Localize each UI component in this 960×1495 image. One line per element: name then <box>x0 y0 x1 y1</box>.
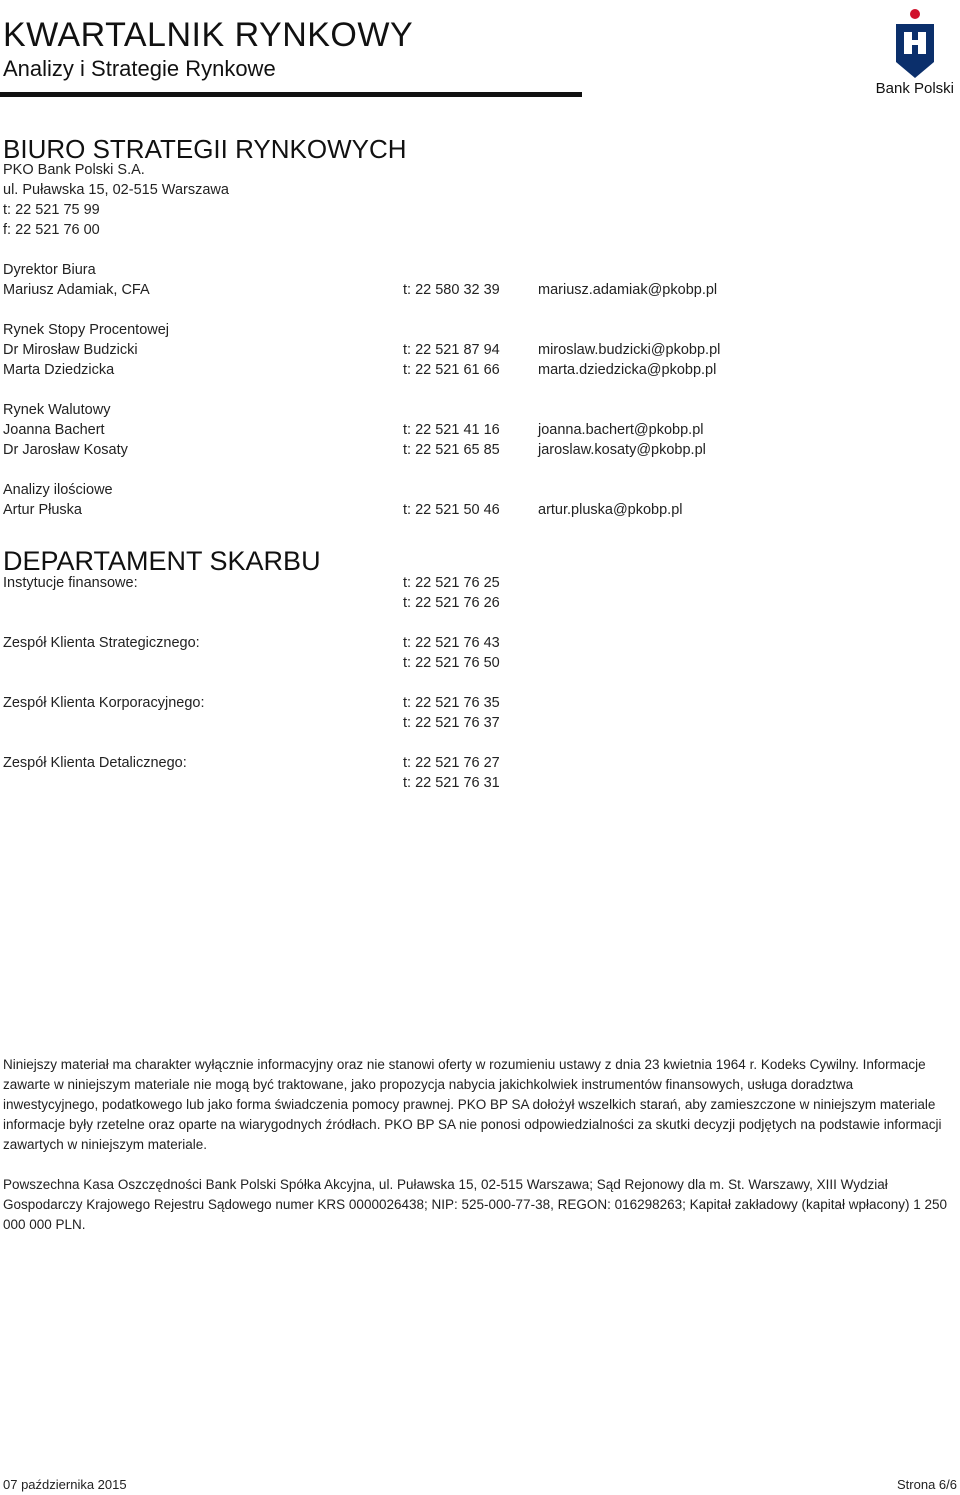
person-email[interactable]: jaroslaw.kosaty@pkobp.pl <box>538 442 706 458</box>
footer-page-number: Strona 6/6 <box>897 1477 957 1492</box>
address-line: ul. Puławska 15, 02-515 Warszawa <box>3 182 229 198</box>
team-phone: t: 22 521 76 27 <box>403 755 500 771</box>
team-phone: t: 22 521 76 50 <box>403 655 500 671</box>
section-title: Rynek Stopy Procentowej <box>3 322 170 338</box>
team-name: Zespół Klienta Detalicznego: <box>3 755 187 771</box>
team-name: Instytucje finansowe: <box>3 575 138 591</box>
person-phone: t: 22 521 61 66 <box>403 362 500 378</box>
section-title: Dyrektor Biura <box>3 262 96 278</box>
team-phone: t: 22 521 76 26 <box>403 595 500 611</box>
address-line: PKO Bank Polski S.A. <box>3 162 145 178</box>
team-name: Zespół Klienta Strategicznego: <box>3 635 200 651</box>
person-name: Dr Jarosław Kosaty <box>3 442 128 458</box>
person-phone: t: 22 521 50 46 <box>403 502 500 518</box>
person-name: Artur Płuska <box>3 502 82 518</box>
pko-logo-icon <box>874 4 954 84</box>
team-phone: t: 22 521 76 35 <box>403 695 500 711</box>
person-name: Joanna Bachert <box>3 422 105 438</box>
person-phone: t: 22 521 65 85 <box>403 442 500 458</box>
person-name: Mariusz Adamiak, CFA <box>3 282 150 298</box>
person-phone: t: 22 580 32 39 <box>403 282 500 298</box>
footer-date: 07 października 2015 <box>3 1477 127 1492</box>
section-title: Analizy ilościowe <box>3 482 113 498</box>
person-phone: t: 22 521 41 16 <box>403 422 500 438</box>
legal-info-paragraph: Powszechna Kasa Oszczędności Bank Polski Spółka Akcyjna, ul. Puławska 15, 02-515 Warszawa; Sąd Rejonowy dla m. St. Warszawy, XIII Wydział Gospodarczy Krajowego Rejestru Sądowego numer KRS 0000026438; NIP: 525-000-77-38, REGON: 016298263; Kapitał zakładowy (kapitał wpłacony) 1 250 000 000 PLN. <box>3 1177 948 1232</box>
person-email[interactable]: marta.dziedzicka@pkobp.pl <box>538 362 717 378</box>
person-name: Dr Mirosław Budzicki <box>3 342 138 358</box>
biuro-heading: BIURO STRATEGII RYNKOWYCH <box>3 134 407 164</box>
header-divider <box>0 92 582 97</box>
person-email[interactable]: artur.pluska@pkobp.pl <box>538 502 683 518</box>
section-title: Rynek Walutowy <box>3 402 111 418</box>
person-name: Marta Dziedzicka <box>3 362 115 378</box>
address-fax: f: 22 521 76 00 <box>3 222 100 238</box>
person-email[interactable]: joanna.bachert@pkobp.pl <box>538 422 704 438</box>
departament-heading: DEPARTAMENT SKARBU <box>3 546 321 576</box>
person-email[interactable]: mariusz.adamiak@pkobp.pl <box>538 282 718 298</box>
report-title: KWARTALNIK RYNKOWY <box>3 16 414 54</box>
person-email[interactable]: miroslaw.budzicki@pkobp.pl <box>538 342 721 358</box>
team-phone: t: 22 521 76 43 <box>403 635 500 651</box>
logo-wordmark: Bank Polski <box>875 80 954 97</box>
team-name: Zespół Klienta Korporacyjnego: <box>3 695 205 711</box>
address-phone: t: 22 521 75 99 <box>3 202 100 218</box>
report-subtitle: Analizy i Strategie Rynkowe <box>3 56 276 81</box>
person-phone: t: 22 521 87 94 <box>403 342 500 358</box>
team-phone: t: 22 521 76 31 <box>403 775 500 791</box>
team-phone: t: 22 521 76 25 <box>403 575 500 591</box>
disclaimer-paragraph: Niniejszy materiał ma charakter wyłącznie informacyjny oraz nie stanowi oferty w rozumieniu ustawy z dnia 23 kwietnia 1964 r. Kodeks Cywilny. Informacje zawarte w niniejszym materiale nie mogą być traktowane, jako propozycja nabycia jakichkolwiek instrumentów finansowych, usługa doradztwa inwestycyjnego, podatkowego lub jako forma świadczenia pomocy prawnej. PKO BP SA dołożył wszelkich starań, aby zamieszczone w niniejszym materiale informacje były rzetelne oraz oparte na wiarygodnych źródłach. PKO BP SA nie ponosi odpowiedzialności za skutki decyzji podjętych na podstawie informacji zawartych w niniejszym materiale. <box>3 1057 942 1152</box>
team-phone: t: 22 521 76 37 <box>403 715 500 731</box>
